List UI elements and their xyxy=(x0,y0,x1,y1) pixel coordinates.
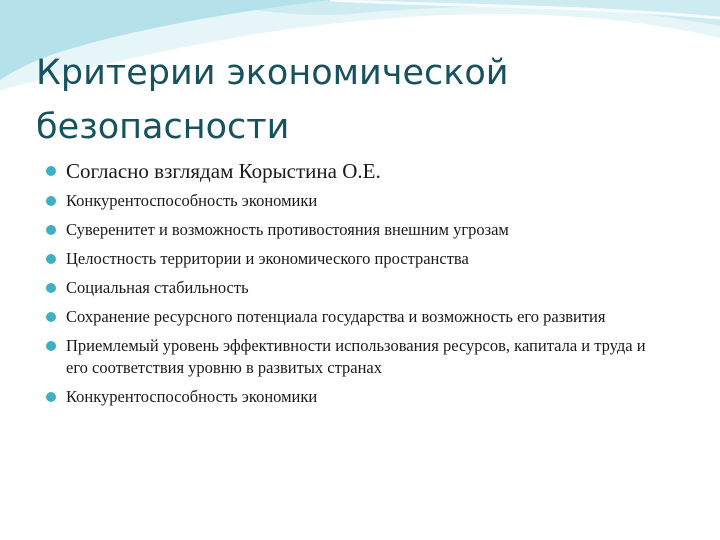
bullet-text: Сохранение ресурсного потенциала государства и возможность его развития xyxy=(66,307,606,326)
bullet-text: Конкурентоспособность экономики xyxy=(66,387,318,406)
bullet-item xyxy=(46,335,666,379)
bullet-dot-icon xyxy=(46,392,56,402)
bullet-list xyxy=(46,157,666,415)
bullet-dot-icon xyxy=(46,225,56,235)
bullet-dot-icon xyxy=(46,283,56,293)
bullet-dot-icon xyxy=(46,166,56,176)
bullet-text: Целостность территории и экономического пространства xyxy=(66,249,469,268)
bullet-dot-icon xyxy=(46,254,56,264)
slide-title: Критерии экономической безопасности xyxy=(36,53,509,147)
bullet-item xyxy=(46,386,666,408)
bullet-text: Согласно взглядам Корыстина О.Е. xyxy=(66,159,381,183)
bullet-text: Социальная стабильность xyxy=(66,278,249,297)
bullet-text: Приемлемый уровень эффективности использования ресурсов, капитала и труда и его соответствия уровню в развитых странах xyxy=(66,336,646,377)
bullet-item xyxy=(46,277,666,299)
bullet-item xyxy=(46,190,666,212)
bullet-item xyxy=(46,219,666,241)
bullet-text: Суверенитет и возможность противостояния внешним угрозам xyxy=(66,220,509,239)
bullet-item-lead xyxy=(46,157,666,185)
bullet-dot-icon xyxy=(46,341,56,351)
bullet-item xyxy=(46,248,666,270)
bullet-item xyxy=(46,306,666,328)
bullet-dot-icon xyxy=(46,196,56,206)
bullet-text: Конкурентоспособность экономики xyxy=(66,191,318,210)
bullet-dot-icon xyxy=(46,312,56,322)
